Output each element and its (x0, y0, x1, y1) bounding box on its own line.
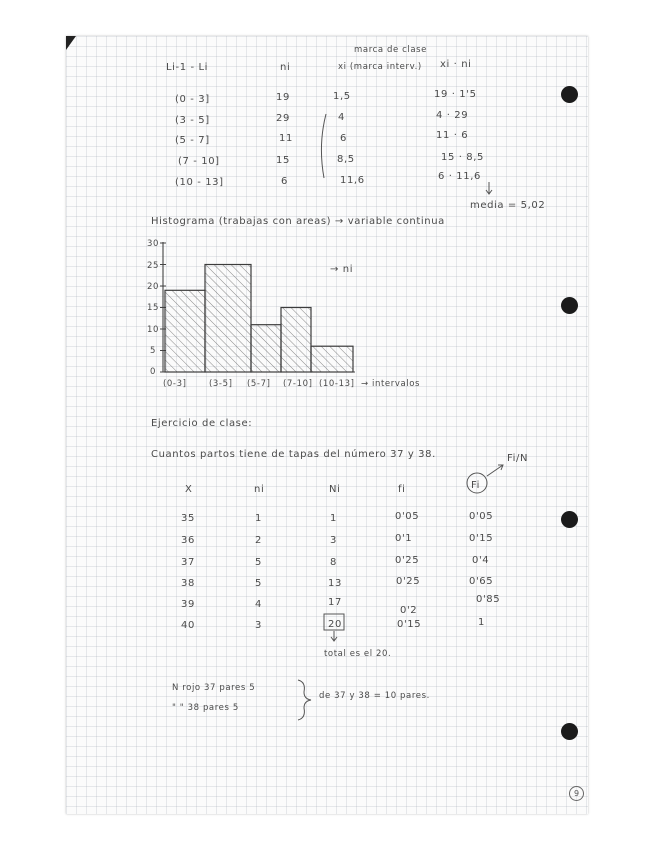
histogram-bar-4 (281, 308, 311, 373)
row4-xini: 15 · 8,5 (441, 152, 484, 163)
marca-clase-note: marca de clase (354, 45, 428, 55)
total-box (324, 614, 344, 630)
ex-r1-Fi: 0'05 (469, 511, 494, 522)
histogram-bar-1 (165, 290, 205, 372)
row2-xi: 4 (338, 112, 345, 123)
ex-r1-fi: 0'05 (395, 511, 420, 522)
ex-r1-ni: 1 (255, 513, 262, 524)
ex-r5-Fi: 0'85 (476, 594, 501, 605)
histogram-bar-5 (311, 346, 353, 372)
header-ni: ni (280, 62, 291, 73)
x-caption: → intervalos (361, 379, 421, 389)
row3-interval: (5 - 7] (175, 135, 210, 146)
row3-xini: 11 · 6 (436, 130, 469, 141)
row4-xi: 8,5 (337, 154, 355, 165)
row2-xini: 4 · 29 (436, 110, 469, 121)
ex-r6-Ni: 20 (328, 619, 342, 630)
ex-r5-fi: 0'2 (400, 605, 418, 616)
header-interval: Li-1 - Li (166, 62, 209, 73)
ex-r6-Fi: 1 (478, 617, 485, 628)
conclusion: de 37 y 38 = 10 pares. (319, 691, 430, 701)
media-result: media = 5,02 (470, 200, 546, 211)
header-xini: xi · ni (440, 59, 472, 70)
y-tick-5: 5 (150, 346, 157, 356)
ex-r1-Ni: 1 (330, 513, 337, 524)
x-label-2: (3-5] (209, 379, 233, 389)
row1-xi: 1,5 (333, 91, 351, 102)
histogram-bar-2 (205, 265, 251, 373)
ex-r4-Ni: 13 (328, 578, 342, 589)
exercise-title: Ejercicio de clase: (151, 418, 253, 429)
ex-header-ni: ni (254, 484, 265, 495)
row5-xini: 6 · 11,6 (438, 171, 481, 182)
row2-ni: 29 (276, 113, 290, 124)
row1-interval: (0 - 3] (175, 94, 210, 105)
ex-r5-Ni: 17 (328, 597, 342, 608)
x-label-4: (7-10] (283, 379, 313, 389)
conclusion-brace (298, 680, 311, 720)
total-arrow (331, 631, 337, 641)
ex-r2-fi: 0'1 (395, 533, 413, 544)
x-label-5: (10-13] (319, 379, 355, 389)
ex-r5-ni: 4 (255, 599, 262, 610)
row1-xini: 19 · 1'5 (434, 89, 477, 100)
fi-arrow (487, 465, 503, 476)
y-tick-15: 15 (147, 303, 160, 313)
ex-r2-x: 36 (181, 535, 195, 546)
row1-ni: 19 (276, 92, 290, 103)
ex-r6-fi: 0'15 (397, 619, 422, 630)
row5-ni: 6 (281, 176, 288, 187)
ex-r6-x: 40 (181, 620, 195, 631)
ex-r4-fi: 0'25 (396, 576, 421, 587)
histogram-series-label: → ni (330, 264, 354, 275)
y-tick-20: 20 (147, 282, 160, 292)
ex-r4-ni: 5 (255, 578, 262, 589)
row4-ni: 15 (276, 155, 290, 166)
histogram-caption: Histograma (trabajas con areas) → variable continua (151, 216, 445, 227)
ex-r3-Ni: 8 (330, 557, 337, 568)
x-label-3: (5-7] (247, 379, 271, 389)
media-arrow (486, 182, 492, 194)
y-tick-0: 0 (150, 367, 157, 377)
row2-interval: (3 - 5] (175, 115, 210, 126)
x-label-1: (0-3] (163, 379, 187, 389)
ex-r3-Fi: 0'4 (472, 555, 490, 566)
ex-r5-x: 39 (181, 599, 195, 610)
ex-r3-x: 37 (181, 557, 195, 568)
histogram-bars (165, 265, 353, 373)
note-line-2: " " 38 pares 5 (172, 703, 239, 713)
row5-interval: (10 - 13] (175, 177, 224, 188)
ex-header-fi: fi (398, 484, 406, 495)
ex-r4-Fi: 0'65 (469, 576, 494, 587)
ex-r4-x: 38 (181, 578, 195, 589)
histogram-bar-3 (251, 325, 281, 372)
total-note: total es el 20. (324, 649, 392, 659)
ex-r3-ni: 5 (255, 557, 262, 568)
row3-ni: 11 (279, 133, 293, 144)
ex-r3-fi: 0'25 (395, 555, 420, 566)
y-tick-10: 10 (147, 325, 160, 335)
note-line-1: N rojo 37 pares 5 (172, 683, 256, 693)
fi-circle (467, 473, 487, 493)
row3-xi: 6 (340, 133, 347, 144)
row4-interval: (7 - 10] (178, 156, 220, 167)
fi-note: Fi/N (507, 453, 529, 464)
ex-header-x: X (185, 484, 193, 495)
ex-header-Ni: Ni (329, 484, 341, 495)
ex-r2-Fi: 0'15 (469, 533, 494, 544)
ex-r6-ni: 3 (255, 620, 262, 631)
ex-header-Fi: Fi (471, 480, 481, 491)
ex-r2-Ni: 3 (330, 535, 337, 546)
exercise-question: Cuantos partos tiene de tapas del número 37 y 38. (151, 449, 436, 460)
y-tick-30: 30 (147, 239, 160, 249)
table-brace (321, 114, 326, 178)
ex-r2-ni: 2 (255, 535, 262, 546)
page-number: 9 (569, 786, 584, 801)
header-xi: xi (marca interv.) (338, 62, 422, 72)
y-tick-25: 25 (147, 261, 160, 271)
row5-xi: 11,6 (340, 175, 365, 186)
ex-r1-x: 35 (181, 513, 195, 524)
